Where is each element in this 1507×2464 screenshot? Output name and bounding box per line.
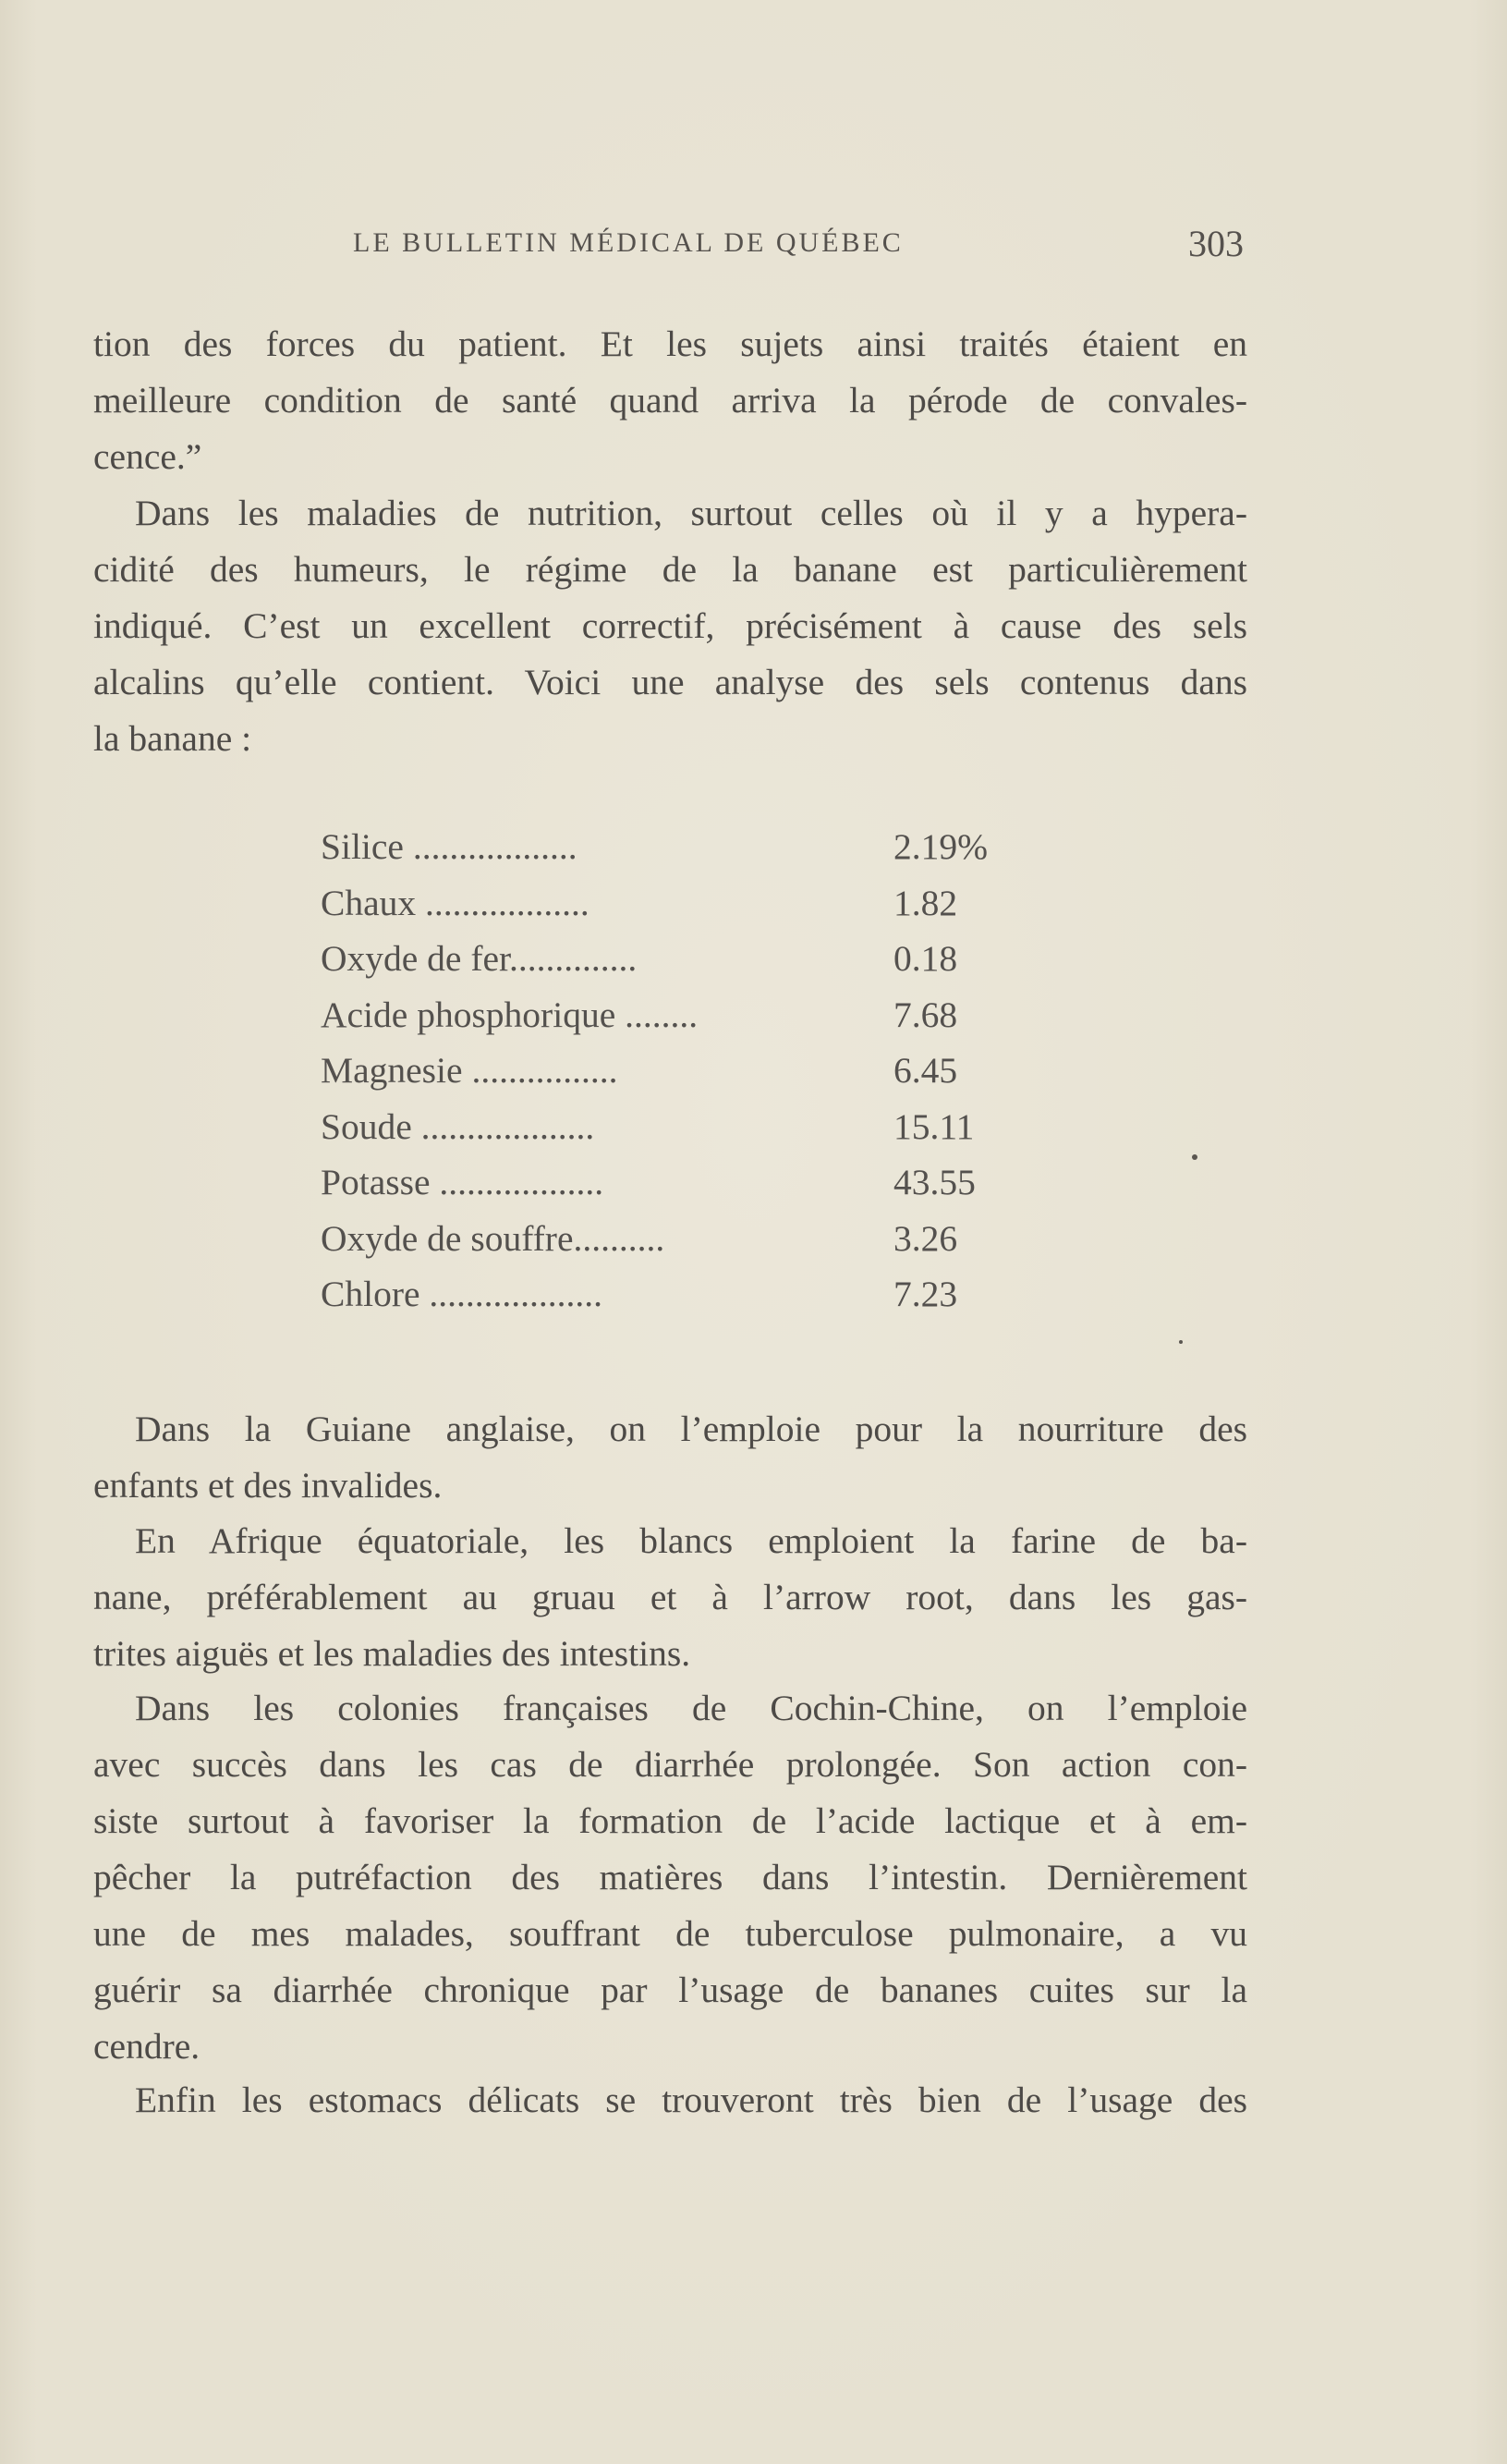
text-line: guérir sa diarrhée chronique par l’usage de bananes cuites sur la <box>93 1970 1247 2010</box>
text-line: cendre. <box>93 2026 201 2067</box>
table-row <box>321 1105 1041 1162</box>
salt-analysis-table <box>321 825 1041 1329</box>
table-row <box>321 994 1041 1050</box>
text-line: Dans les maladies de nutrition, surtout celles où il y a hypera- <box>135 493 1247 533</box>
paragraph-2 <box>93 485 1247 767</box>
text-line: cidité des humeurs, le régime de la banane est particulièrement <box>93 549 1247 590</box>
paragraph-5 <box>93 1680 1247 2075</box>
running-title: LE BULLETIN MÉDICAL DE QUÉBEC <box>353 227 904 258</box>
component-value: 1.82 <box>893 882 958 923</box>
page-number: 303 <box>1188 223 1244 264</box>
component-name: Oxyde de souffre.......... <box>321 1217 665 1259</box>
component-value: 43.55 <box>893 1162 976 1202</box>
text-line: Enfin les estomacs délicats se trouveront très bien de l’usage des <box>135 2080 1247 2120</box>
text-line: Dans les colonies françaises de Cochin-Chine, on l’emploie <box>135 1688 1247 1728</box>
component-value: 0.18 <box>893 938 958 979</box>
text-line: indiqué. C’est un excellent correctif, précisément à cause des sels <box>93 605 1247 646</box>
table-row <box>321 1217 1041 1274</box>
component-value: 6.45 <box>893 1050 958 1091</box>
paragraph-3 <box>93 1401 1247 1514</box>
paragraph-6 <box>93 2072 1247 2129</box>
component-value: 7.68 <box>893 994 958 1035</box>
paragraph-4 <box>93 1513 1247 1682</box>
text-line: alcalins qu’elle contient. Voici une analyse des sels contenus dans <box>93 662 1247 702</box>
component-value: 3.26 <box>893 1217 958 1259</box>
component-name: Silice .................. <box>321 826 577 867</box>
text-line: pêcher la putréfaction des matières dans l’intestin. Dernièrement <box>93 1857 1247 1897</box>
text-line: Dans la Guiane anglaise, on l’emploie pour la nourriture des <box>135 1409 1247 1449</box>
text-line: enfants et des invalides. <box>93 1465 443 1506</box>
table-row <box>321 1049 1041 1105</box>
component-name: Acide phosphorique ........ <box>321 994 699 1035</box>
table-row <box>321 1273 1041 1329</box>
component-name: Chaux .................. <box>321 882 589 923</box>
component-name: Magnesie ................ <box>321 1050 618 1091</box>
component-name: Chlore ................... <box>321 1274 603 1314</box>
component-name: Potasse .................. <box>321 1162 604 1202</box>
component-name: Oxyde de fer.............. <box>321 938 638 979</box>
table-row <box>321 1161 1041 1217</box>
paper-speck <box>1192 1154 1197 1160</box>
table-row <box>321 882 1041 938</box>
text-line: avec succès dans les cas de diarrhée prolongée. Son action con- <box>93 1744 1247 1785</box>
paragraph-1 <box>93 316 1247 485</box>
text-line: meilleure condition de santé quand arriva la pérode de convales- <box>93 380 1247 421</box>
text-line: trites aiguës et les maladies des intestins. <box>93 1633 691 1674</box>
component-name: Soude ................... <box>321 1105 595 1147</box>
text-line: la banane : <box>93 718 252 759</box>
component-value: 7.23 <box>893 1274 958 1314</box>
table-row <box>321 937 1041 994</box>
text-line: tion des forces du patient. Et les sujets ainsi traités étaient en <box>93 323 1247 364</box>
component-value: 2.19% <box>893 826 989 867</box>
paper-speck <box>1179 1340 1183 1344</box>
text-line: nane, préférablement au gruau et à l’arrow root, dans les gas- <box>93 1577 1247 1617</box>
text-line: cence.” <box>93 436 202 477</box>
text-line: une de mes malades, souffrant de tuberculose pulmonaire, a vu <box>93 1913 1247 1954</box>
component-value: 15.11 <box>893 1105 975 1147</box>
table-row <box>321 825 1041 882</box>
text-line: siste surtout à favoriser la formation de l’acide lactique et à em- <box>93 1800 1247 1841</box>
text-line: En Afrique équatoriale, les blancs emploient la farine de ba- <box>135 1520 1247 1561</box>
